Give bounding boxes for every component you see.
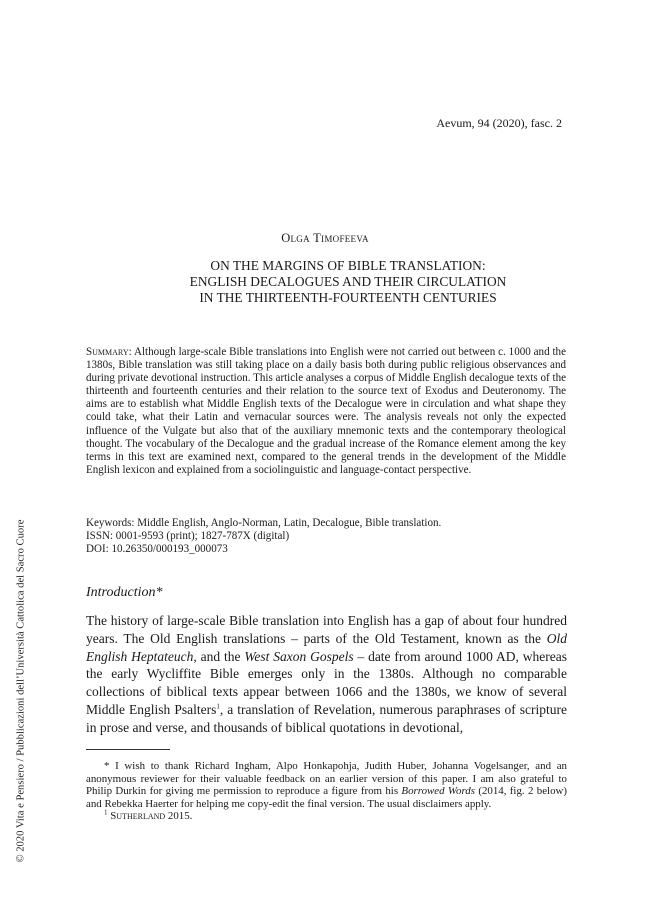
issn: ISSN: 0001-9593 (print); 1827-787X (digital): [86, 530, 290, 543]
summary-text: Although large-scale Bible translations into English were not carried out between c. 1000 and the 1380s, Bible translation was still taking place on a daily basis both during public religious observances and during private devotional instruction. This article analyses a corpus of Middle English decalogue texts of the thirteenth and fourteenth centuries and their relation to the source text of Exodus and Deuteronomy. The aims are to establish what Middle English texts of the Decalogue were in circulation and what shape they could take, what their Latin and vernacular sources were. The analysis reveals not only the expected influence of the Vulgate but also that of the auxiliary mnemonic texts and the contemporary theological thought. The vocabulary of the Decalogue and the gradual increase of the Romance element among the key terms in this text are examined next, compared to the general trends in the development of the Middle English lexicon and explained from a sociolinguistic and language-contact perspective.: [86, 346, 566, 476]
article-title: [120, 258, 576, 306]
title-line: ENGLISH DECALOGUES AND THEIR CIRCULATION: [189, 274, 507, 289]
footnote-ref-1[interactable]: 1: [216, 702, 220, 711]
footnote-reference: Sutherland 2015.: [110, 810, 193, 823]
journal-reference: Aevum, 94 (2020), fasc. 2: [436, 116, 562, 130]
author-name-text: Olga Timofeeva: [281, 231, 369, 245]
title-line: ON THE MARGINS OF BIBLE TRANSLATION:: [210, 258, 486, 273]
footnote-italic-title: Borrowed Words: [401, 785, 475, 798]
footnote-divider: [86, 749, 170, 750]
body-text-4: , a translation of Revelation, numerous paraphrases of scripture in prose and verse, and thousands of biblical quotations in devotional,: [86, 701, 568, 735]
footnote-text-1: * I wish to thank Richard Ingham, Alpo Honkapohja, Judith Huber, Johanna Vogelsanger, and an anonymous reviewer for their valuable feedback on an earlier version of this paper. I am also grateful to Philip Durkin for giving me permission to reproduce a figure from his: [86, 760, 567, 798]
keywords: Keywords: Middle English, Anglo-Norman, Latin, Decalogue, Bible translation.: [86, 517, 442, 529]
body-text-3: – date from around 1000 AD, whereas the early Wycliffite Bible emerges only in the 1380s. Although no comparable collections of biblical texts appear between 1066 and the 1380s, we know of several Middle English Psalters: [86, 648, 567, 717]
body-italic-gospels: West Saxon Gospels: [244, 648, 354, 664]
footnotes: [86, 760, 567, 823]
body-text-1: The history of large-scale Bible translation into English has a gap of about four hundred years. The Old English translations – parts of the Old Testament, known as the: [86, 613, 567, 646]
summary-abstract: Summary: Although large-scale Bible translations into English were not carried out between c. 1000 and the 1380s, Bible translation was still taking place on a daily basis both during public religious observances and during private devotional instruction. This article analyses a corpus of Middle English decalogue texts of the thirteenth and fourteenth centuries and their relation to the source text of Exodus and Deuteronomy. The aims are to establish what Middle English texts of the Decalogue were in circulation and what shape they could take, what their Latin and vernacular sources were. The analysis reveals not only the expected influence of the Vulgate but also that of the auxiliary mnemonic texts and the contemporary theological thought. The vocabulary of the Decalogue and the gradual increase of the Romance element among the key terms in this text are examined next, compared to the general trends in the development of the Middle English lexicon and explained from a sociolinguistic and language-contact perspective.: [86, 346, 566, 476]
footnote-acknowledgements: [86, 760, 567, 810]
doi: DOI: 10.26350/000193_000073: [86, 543, 228, 556]
section-heading-introduction: Introduction*: [86, 585, 163, 600]
body-text-2: , and the: [193, 648, 245, 664]
body-paragraph: [86, 612, 567, 737]
footnote-text-2: (2014, fig. 2 below) and Rebekka Haerter for helping me copy-edit the final version. The usual disclaimers apply.: [86, 785, 568, 810]
footnote-1: [86, 810, 567, 823]
copyright-sidebar: © 2020 Vita e Pensiero / Pubblicazioni dell’Università Cattolica del Sacro Cuore: [15, 519, 27, 863]
title-line: IN THE THIRTEENTH-FOURTEENTH CENTURIES: [199, 290, 497, 305]
body-italic-heptateuch: Old English Heptateuch: [86, 630, 567, 664]
article-metadata: [86, 517, 566, 556]
footnote-number: 1: [104, 808, 108, 817]
author-name: [0, 231, 650, 246]
summary-label: Summary: [86, 346, 129, 358]
